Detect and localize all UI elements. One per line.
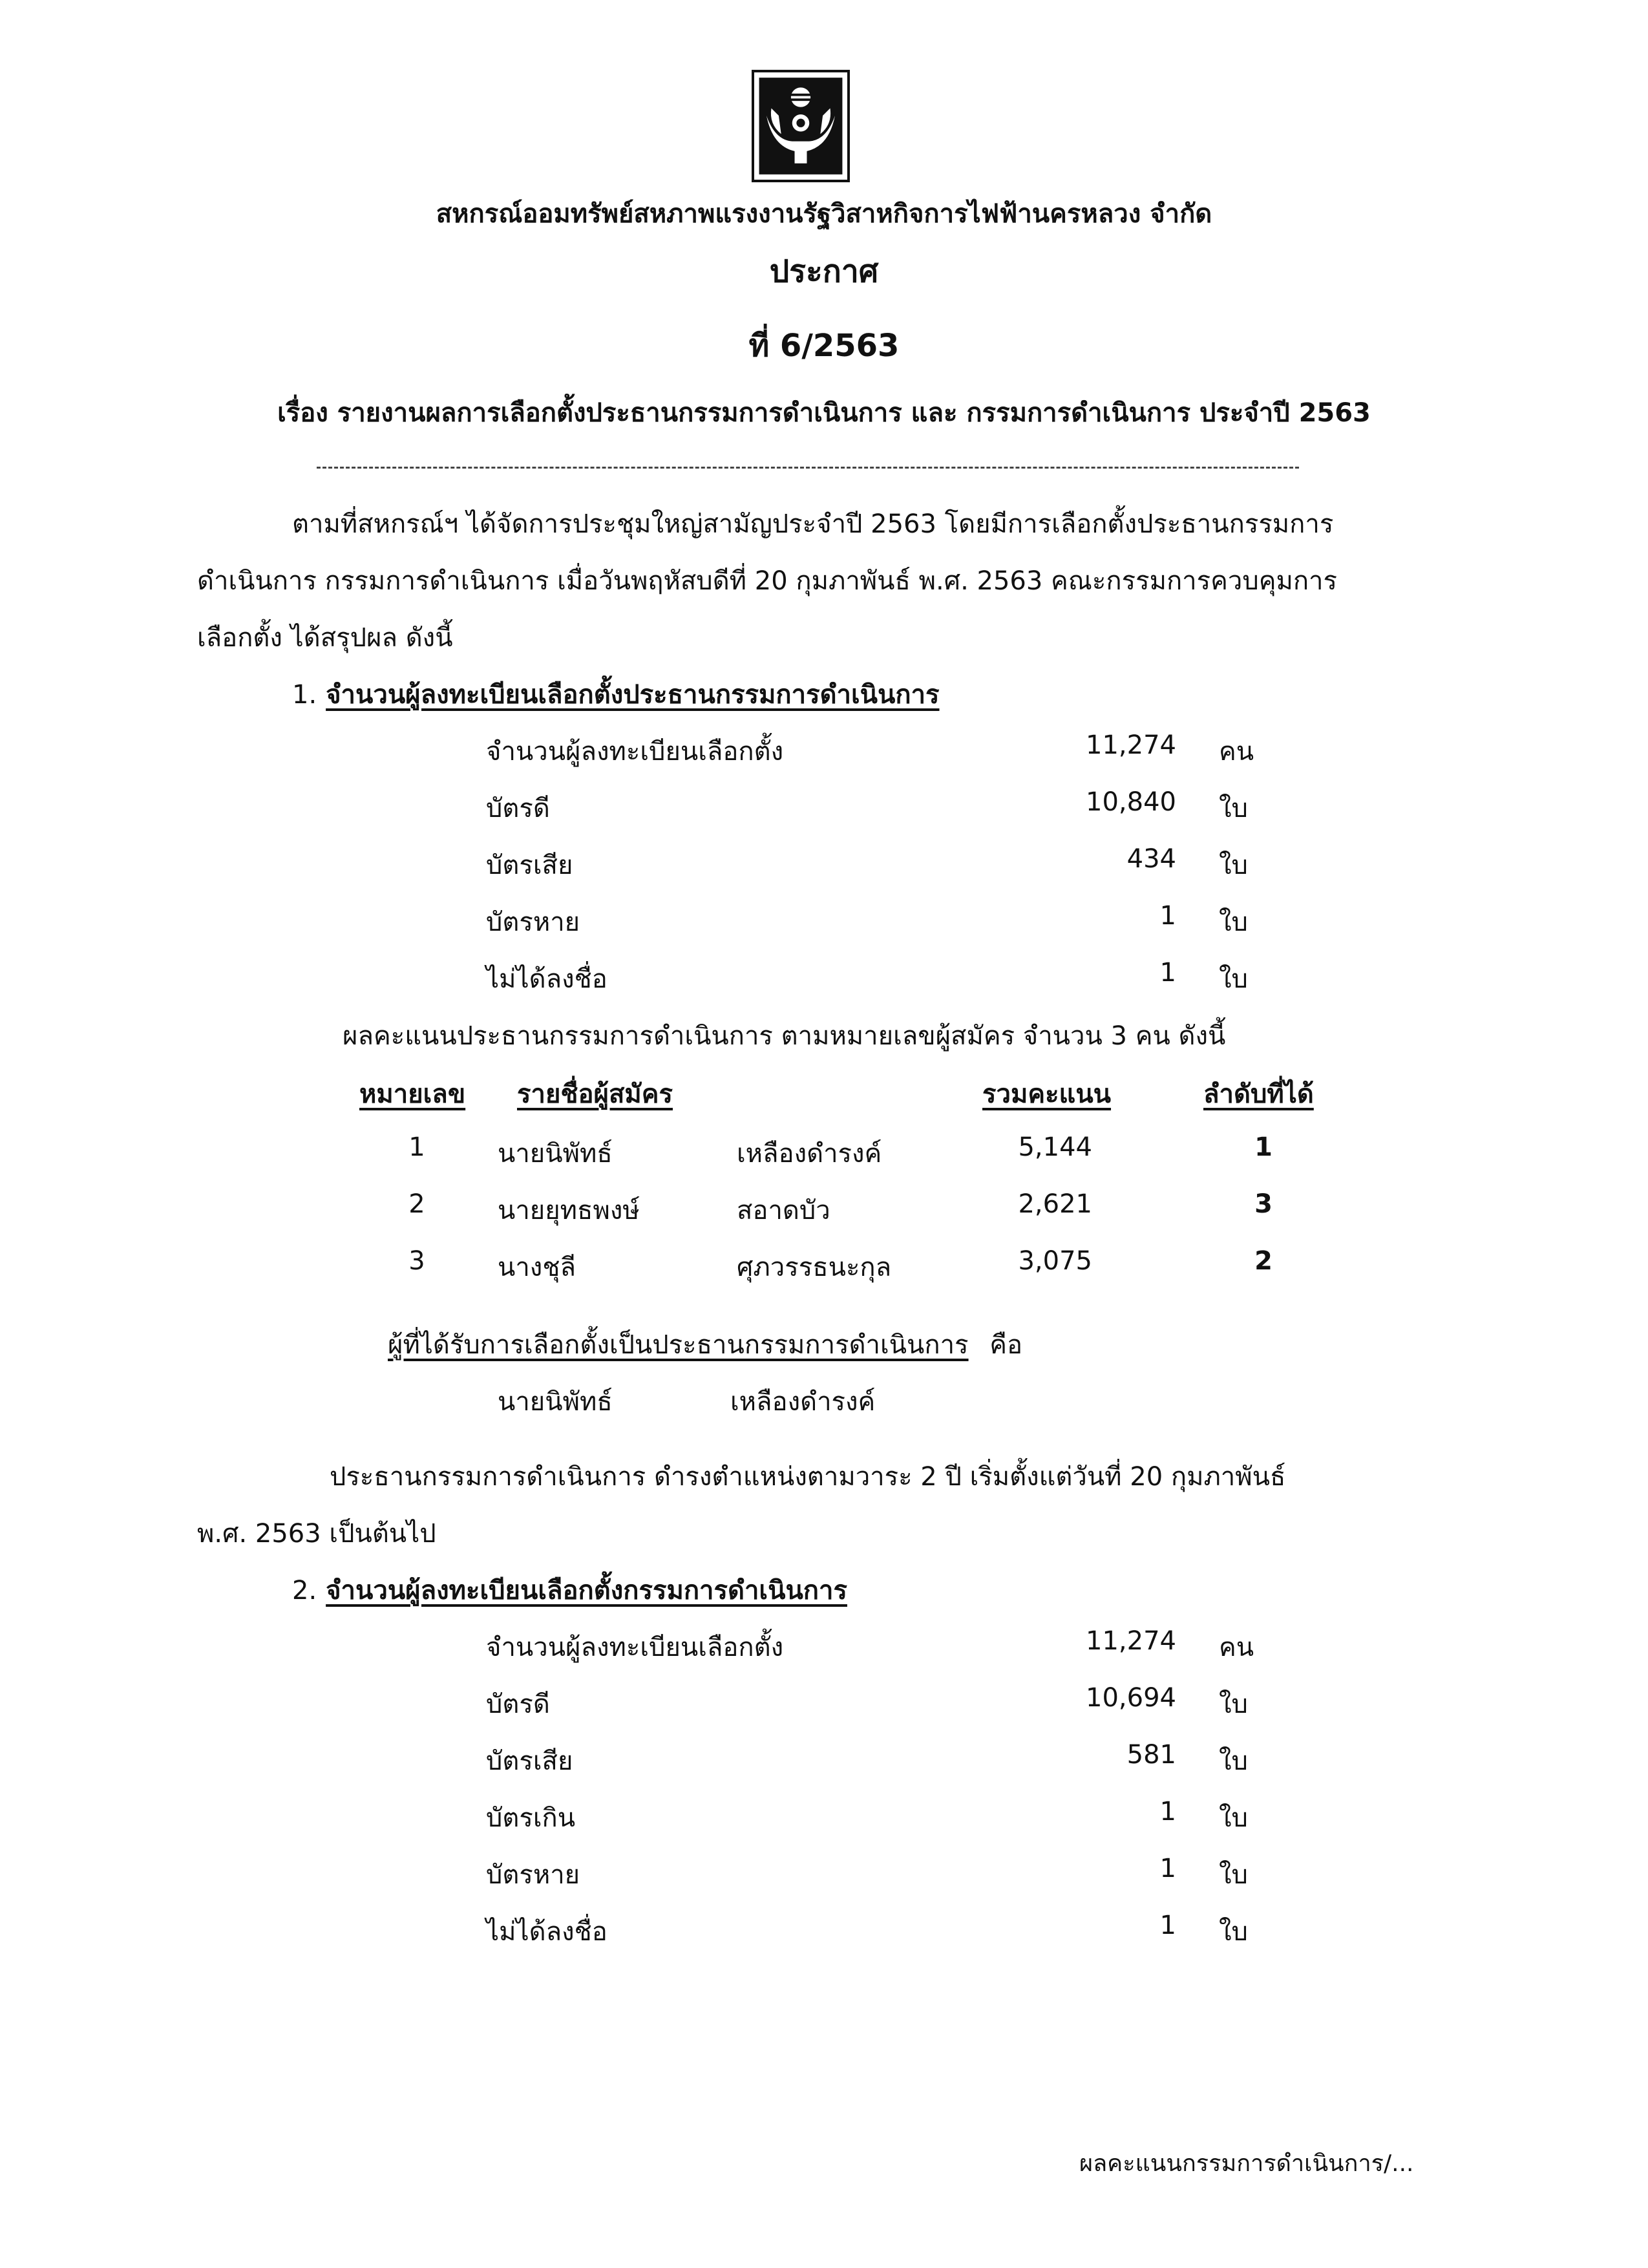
table-header-number: หมายเลข (359, 1079, 466, 1109)
intro-line-1: ตามที่สหกรณ์ฯ ได้จัดการประชุมใหญ่สามัญประจำปี 2563 โดยมีการเลือกตั้งประธานกรรมการ (292, 509, 1334, 539)
elected-suffix: คือ (989, 1330, 1023, 1360)
document-type-title: ประกาศ (769, 253, 879, 290)
s2-stat-unit: คน (1219, 1633, 1254, 1662)
section-1-heading (292, 673, 940, 715)
s1-stat-label: ไม่ได้ลงชื่อ (486, 964, 607, 994)
section-2-title: จำนวนผู้ลงทะเบียนเลือกตั้งกรรมการดำเนินการ (326, 1576, 847, 1606)
candidate-number: 2 (408, 1189, 425, 1219)
s1-stat-value: 1 (1159, 901, 1176, 931)
continuation-note: ผลคะแนนกรรมการดำเนินการ/... (1079, 2150, 1414, 2177)
section-2-heading (292, 1569, 847, 1611)
s2-stat-label: บัตรดี (486, 1690, 550, 1719)
intro-line-2: ดำเนินการ กรรมการดำเนินการ เมื่อวันพฤหัสบดีที่ 20 กุมภาพันธ์ พ.ศ. 2563 คณะกรรมการควบคุมการ (197, 566, 1338, 596)
s1-stat-label: จำนวนผู้ลงทะเบียนเลือกตั้ง (486, 737, 784, 767)
candidate-rank: 1 (1254, 1132, 1273, 1162)
table-header-votes: รวมคะแนน (982, 1079, 1112, 1109)
section-2-number: 2. (292, 1576, 317, 1606)
s2-stat-label: ไม่ได้ลงชื่อ (486, 1917, 607, 1947)
s1-stat-label: บัตรหาย (486, 907, 580, 937)
intro-line-3: เลือกตั้ง ได้สรุปผล ดังนี้ (197, 623, 453, 653)
s2-stat-value: 581 (1126, 1740, 1176, 1770)
candidate-last-name: สอาดบัว (737, 1196, 830, 1225)
elected-first-name: นายนิพัทธ์ (498, 1387, 613, 1417)
s2-stat-value: 11,274 (1086, 1626, 1176, 1656)
document-number: ที่ 6/2563 (748, 328, 900, 364)
candidate-first-name: นายนิพัทธ์ (498, 1139, 613, 1169)
cooperative-hands-coin-logo-icon (754, 72, 847, 180)
s2-stat-value: 1 (1159, 1797, 1176, 1827)
s2-stat-unit: ใบ (1219, 1803, 1248, 1833)
candidate-last-name: เหลืองดำรงค์ (737, 1139, 882, 1169)
candidate-number: 3 (408, 1246, 425, 1276)
s1-stat-value: 10,840 (1086, 787, 1176, 817)
candidate-votes: 5,144 (1018, 1132, 1092, 1162)
table-header-name: รายชื่อผู้สมัคร (517, 1079, 673, 1109)
s1-stat-unit: ใบ (1219, 907, 1248, 937)
s1-stat-value: 11,274 (1086, 730, 1176, 760)
elected-label: ผู้ที่ได้รับการเลือกตั้งเป็นประธานกรรมการดำเนินการ (388, 1330, 969, 1360)
s1-stat-value: 1 (1159, 958, 1176, 988)
elected-line (388, 1324, 1022, 1365)
candidate-votes: 2,621 (1018, 1189, 1092, 1219)
s1-stat-label: บัตรเสีย (486, 851, 573, 880)
s2-stat-unit: ใบ (1219, 1690, 1248, 1719)
s2-stat-label: บัตรเสีย (486, 1746, 573, 1776)
s2-stat-unit: ใบ (1219, 1917, 1248, 1947)
s1-stat-unit: ใบ (1219, 851, 1248, 880)
s2-stat-label: บัตรเกิน (486, 1803, 576, 1833)
elected-last-name: เหลืองดำรงค์ (730, 1387, 876, 1417)
section-1-number: 1. (292, 680, 317, 710)
cooperative-logo (752, 70, 850, 182)
candidate-votes: 3,075 (1018, 1246, 1092, 1276)
s2-stat-value: 1 (1159, 1854, 1176, 1883)
candidate-rank: 3 (1254, 1189, 1273, 1219)
s2-stat-unit: ใบ (1219, 1746, 1248, 1776)
organization-name: สหกรณ์ออมทรัพย์สหภาพแรงงานรัฐวิสาหกิจการไฟฟ้านครหลวง จำกัด (436, 199, 1212, 229)
document-subject: เรื่อง รายงานผลการเลือกตั้งประธานกรรมการดำเนินการ และ กรรมการดำเนินการ ประจำปี 2563 (277, 398, 1371, 428)
s1-stat-unit: ใบ (1219, 964, 1248, 994)
table-header-rank: ลำดับที่ได้ (1203, 1079, 1314, 1109)
candidate-first-name: นางชุลี (498, 1253, 576, 1282)
section-1-title: จำนวนผู้ลงทะเบียนเลือกตั้งประธานกรรมการดำเนินการ (326, 680, 940, 710)
s1-stat-value: 434 (1126, 844, 1176, 874)
s2-stat-label: บัตรหาย (486, 1860, 580, 1890)
s2-stat-unit: ใบ (1219, 1860, 1248, 1890)
s1-stat-unit: คน (1219, 737, 1254, 767)
s1-stat-unit: ใบ (1219, 794, 1248, 823)
s1-stat-label: บัตรดี (486, 794, 550, 823)
term-line-1: ประธานกรรมการดำเนินการ ดำรงตำแหน่งตามวาระ 2 ปี เริ่มตั้งแต่วันที่ 20 กุมภาพันธ์ (330, 1462, 1286, 1492)
candidate-first-name: นายยุทธพงษ์ (498, 1196, 640, 1225)
term-line-2: พ.ศ. 2563 เป็นต้นไป (197, 1519, 436, 1549)
results-intro: ผลคะแนนประธานกรรมการดำเนินการ ตามหมายเลขผู้สมัคร จำนวน 3 คน ดังนี้ (343, 1021, 1226, 1051)
s2-stat-value: 10,694 (1086, 1683, 1176, 1713)
dashed-divider (317, 467, 1299, 469)
s2-stat-value: 1 (1159, 1911, 1176, 1940)
candidate-rank: 2 (1254, 1246, 1273, 1276)
s2-stat-label: จำนวนผู้ลงทะเบียนเลือกตั้ง (486, 1633, 784, 1662)
candidate-number: 1 (408, 1132, 425, 1162)
candidate-last-name: ศุภวรรธนะกุล (737, 1253, 892, 1282)
